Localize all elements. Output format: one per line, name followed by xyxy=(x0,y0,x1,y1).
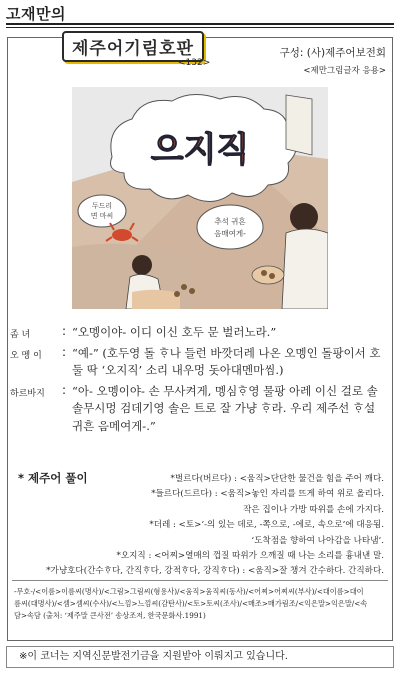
speaker-label: 하르바지 xyxy=(10,388,45,399)
header-rule-thin xyxy=(6,27,394,28)
bubble-left-line2: 면 마씨 xyxy=(90,212,114,220)
bubble-left-line1: 두드리 xyxy=(91,202,113,210)
glossary-line: -무호-/<이름>이름씨(명사)/<그림>그림씨(형용사)/<움직>움직씨(동사)/<어찌>어찌씨(부사)/<대이름>대이 xyxy=(14,587,364,596)
dialogue-section xyxy=(10,324,388,438)
glossary-divider xyxy=(12,580,388,581)
dialogue-text: “오멩이야- 이디 이신 호두 문 벌러노라.” xyxy=(72,325,277,339)
glossary-line: 름씨(대명사)/<셈>셈씨(수사)/<느낌>느낌씨(감탄사)/<토>토씨(조사)/<매조>매가림조/<익은말>익은말/<속 xyxy=(14,599,368,608)
bubble-right-line1: 추석 귀흔 xyxy=(214,217,246,226)
dialogue-text: “아- 오멩이야- 손 무사켜게, 멩심ᄒᆞ영 물팡 아레 이신 걸로 솔솔무시멍 검데기영 솔은 트로 잘 가냥 ᄒᆞ라. 우리 제주선 ᄒᆞ설 귀흔 음메여게-.” xyxy=(72,383,378,433)
font-note: <제만그림글자 응용> xyxy=(303,66,386,76)
dialogue-text: “예-” (호두영 돌 ᄒᆞ나 들런 바깟더레 나온 오멩인 돌팡이서 호둘 딱 ‘오지직’ 소리 내우멍 돗아대멘마씸.) xyxy=(72,345,381,377)
dialogue-line: 오 멩 이 : “예-” (호두영 돌 ᄒᆞ나 들런 바깟더레 나온 오멩인 돌팡이서 호둘 딱 ‘오지직’ 소리 내우멍 돗아대멘마씸.) xyxy=(10,345,388,380)
notes-title: * 제주어 풀이 xyxy=(18,471,88,485)
episode-number: <132> xyxy=(178,58,211,68)
bubble-right-line2: 음매여게- xyxy=(214,229,246,238)
note-line: *들르다(드르다) : <움직>놓인 자리를 뜨게 하여 위로 올리다. xyxy=(151,489,384,500)
comic-drawing xyxy=(72,87,328,309)
author-credit: 구성: (사)제주어보전회 xyxy=(279,47,386,59)
abbreviation-glossary xyxy=(14,586,384,622)
funding-notice: ※이 코너는 지역신문발전기금을 지원받아 이뤄지고 있습니다. xyxy=(6,646,394,668)
speaker-label: 좀 녀 xyxy=(10,330,31,340)
note-line: ‘도착점을 향하여 나아감을 나타냄’. xyxy=(251,535,384,546)
dialogue-line: 좀 녀 : “오멩이야- 이디 이신 호두 문 벌러노라.” xyxy=(10,324,277,340)
series-logo: 제주어기림호판 xyxy=(62,31,204,62)
header-rule xyxy=(6,23,394,25)
speaker-label: 오 멩 이 xyxy=(10,350,42,361)
note-line: *더레 : <토>‘-의 있는 데로, -쪽으로, -에로, 속으로’에 대응됨. xyxy=(149,520,384,531)
series-label: 고재만의 xyxy=(6,5,66,23)
glossary-line: 담>속담 (출처: ‘제주말 큰사전’ 송상조저, 한국문화사.1991) xyxy=(14,611,206,620)
note-line: 작은 집이나 가방 따위를 손에 가지다. xyxy=(243,504,384,515)
note-line: *오지직 : <어찌>열매의 껍질 따위가 으깨질 때 나는 소리를 흉내낸 말. xyxy=(116,551,384,562)
dialogue-line: 하르바지 : “아- 오멩이야- 손 무사켜게, 멩심ᄒᆞ영 물팡 아레 이신 걸로 솔솔무시멍 검데기영 솔은 트로 잘 가냥 ᄒᆞ라. 우리 제주선 ᄒᆞ설 귀흔 음메여게-.” xyxy=(10,383,388,436)
comic-title-text: 으지직 xyxy=(150,130,250,170)
comic-illustration xyxy=(72,87,328,309)
note-line: *가냥호다(간수ᄒᆞ다, 간직ᄒᆞ다, 강적ᄒᆞ다, 강직ᄒᆞ다) : <움직>잘 챙겨 간수하다. 간직하다. xyxy=(46,566,384,577)
word-notes xyxy=(12,472,384,580)
note-line: *벌르다(버르다) : <움직>단단한 물건을 힘을 주어 깨다. xyxy=(170,474,384,484)
